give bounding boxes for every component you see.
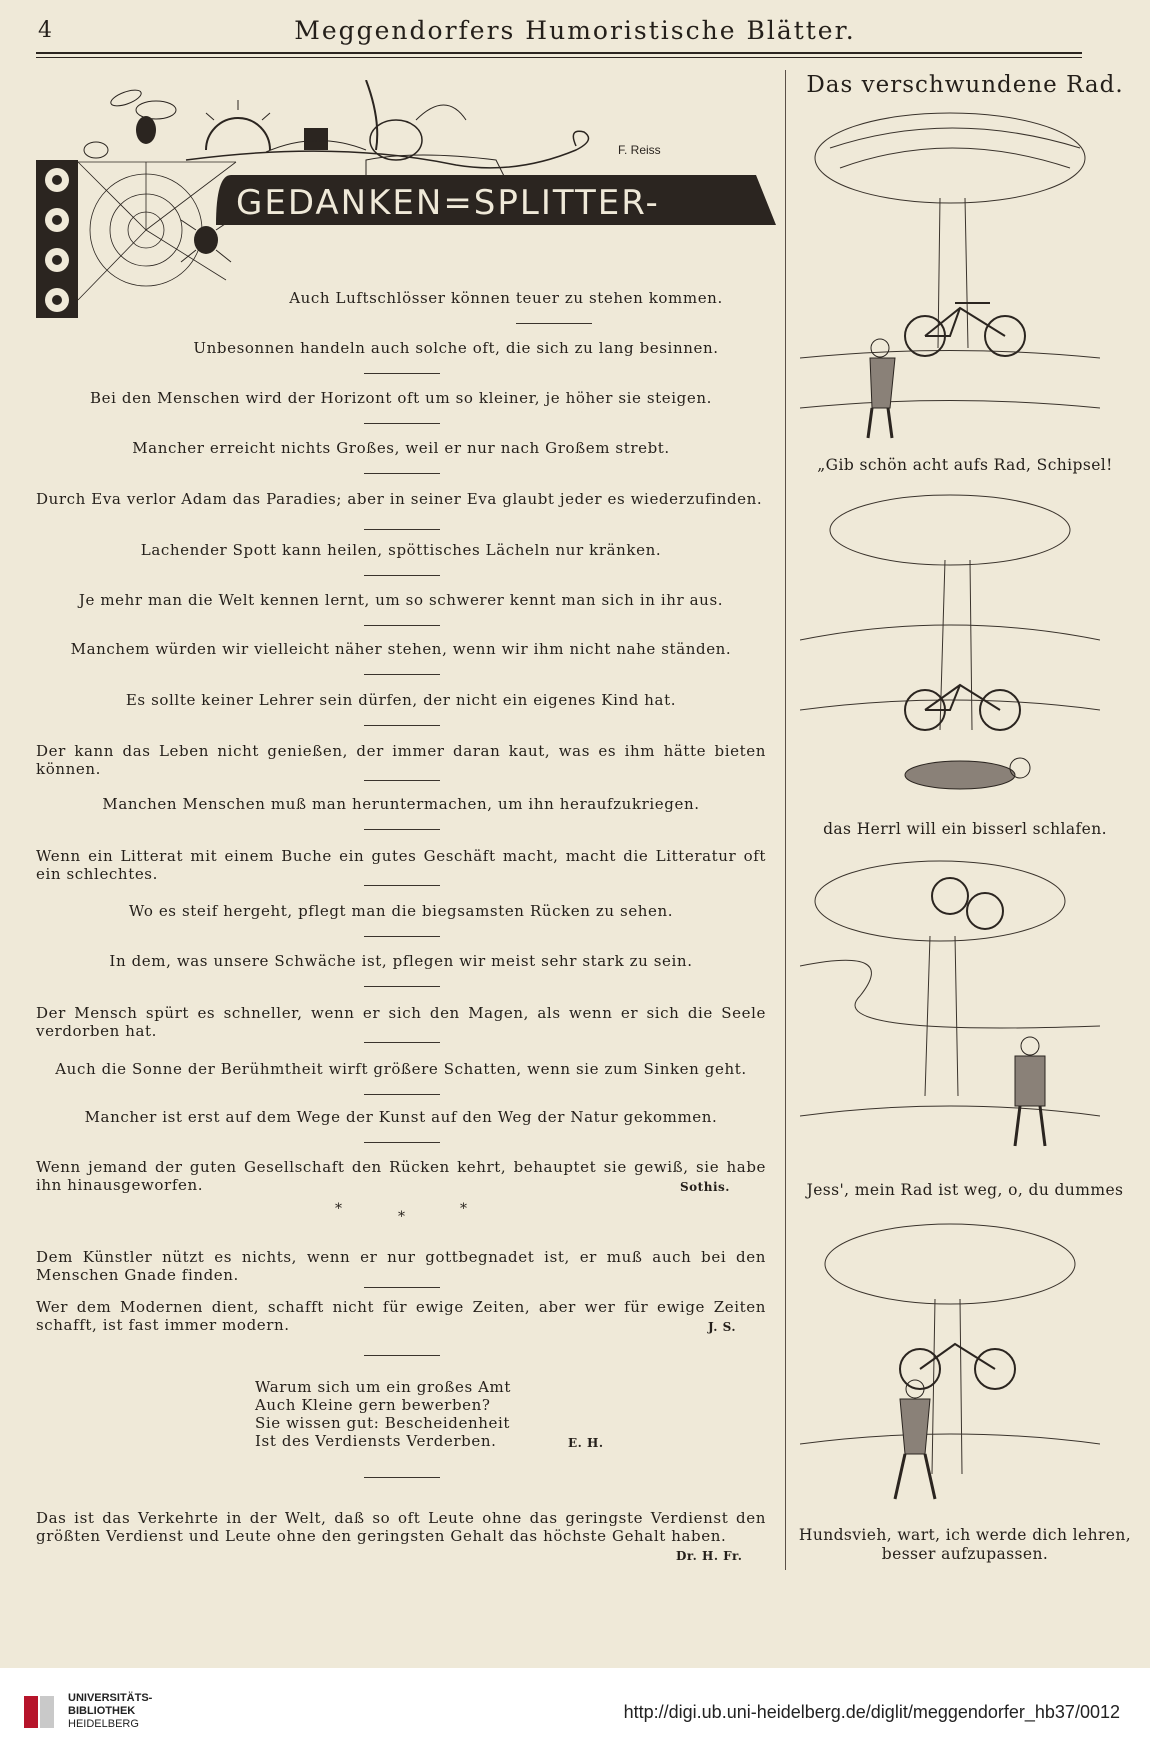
library-line-2: BIBLIOTHEK: [68, 1705, 136, 1717]
divider: [364, 780, 440, 781]
sleeping-man-icon: [905, 758, 1030, 789]
column-separator: [785, 70, 786, 1570]
star: *: [398, 1209, 405, 1225]
man-icon: [895, 1380, 935, 1499]
divider: [364, 1094, 440, 1095]
divider: [364, 829, 440, 830]
comic-panel-4: [800, 1214, 1100, 1514]
divider: [364, 1142, 440, 1143]
comic-panel-2: [800, 490, 1100, 810]
aphorism-15: Der Mensch spürt es schneller, wenn er sich den Magen, als wenn er sich die Seele verdorben hat.: [36, 1004, 766, 1040]
aphorism-4: Mancher erreicht nichts Großes, weil er nur nach Großem strebt.: [132, 439, 670, 457]
aphorism-13: Wo es steif hergeht, pflegt man die biegsamsten Rücken zu sehen.: [128, 902, 674, 920]
man-icon: [868, 339, 895, 438]
comic-caption-2: das Herrl will ein bisserl schlafen.: [823, 820, 1107, 838]
signature-sothis: Sothis.: [680, 1180, 730, 1194]
divider: [364, 1355, 440, 1356]
aphorism-8: Manchem würden wir vielleicht näher stehen, wenn wir ihm nicht nahe ständen.: [70, 640, 732, 658]
comic-caption-4: Hundsvieh, wart, ich werde dich lehren, besser aufzupassen.: [798, 1526, 1132, 1563]
header-rule: [36, 52, 1082, 54]
bicycle-icon: [905, 685, 1020, 730]
aphorism-6: Lachender Spott kann heilen, spöttisches Lächeln nur kränken.: [140, 541, 662, 559]
poem-line: Ist des Verdiensts Verderben.: [255, 1432, 497, 1450]
divider: [364, 625, 440, 626]
inkpot-icon: [266, 80, 377, 152]
aphorism-20: Wer dem Modernen dient, schafft nicht für ewige Zeiten, aber wer für ewige Zeiten schafft, ist fast immer modern.: [36, 1298, 766, 1334]
divider: [364, 423, 440, 424]
aphorism-11: Manchen Menschen muß man heruntermachen, um ihn heraufzukriegen.: [102, 795, 700, 813]
divider: [364, 674, 440, 675]
header-rule-thin: [36, 57, 1082, 58]
divider: [364, 725, 440, 726]
aphorism-3: Bei den Menschen wird der Horizont oft um so kleiner, je höher sie steigen.: [90, 389, 712, 407]
divider: [364, 936, 440, 937]
bicycle-icon: [932, 878, 1003, 929]
title-heading: GEDANKEN=SPLITTER-: [236, 183, 660, 223]
comic-panel-1: [800, 108, 1100, 453]
sun-icon: [206, 100, 270, 150]
star: *: [335, 1201, 342, 1217]
page-number: 4: [38, 18, 52, 43]
poem-line: Sie wissen gut: Bescheidenheit: [255, 1414, 511, 1432]
scroll-ornament: [186, 131, 589, 168]
artist-signature: F. Reiss: [618, 143, 661, 157]
library-name: [68, 1692, 152, 1731]
bicycle-icon: [905, 303, 1025, 356]
final-aphorism: Das ist das Verkehrte in der Welt, daß so oft Leute ohne das geringste Verdienst den größten Verdienst und Leute ohne den geringsten Gehalt das höchste Gehalt haben.: [36, 1509, 766, 1545]
comic-caption-3: Jess', mein Rad ist weg, o, du dummes: [806, 1181, 1124, 1199]
aphorism-2: Unbesonnen handeln auch solche oft, die sich zu lang besinnen.: [193, 339, 719, 357]
man-icon: [1015, 1037, 1045, 1146]
divider: [364, 373, 440, 374]
comic-title: Das verschwundene Rad.: [806, 72, 1124, 98]
divider: [364, 1477, 440, 1478]
divider: [364, 986, 440, 987]
divider: [364, 1042, 440, 1043]
comic-caption-1: „Gib schön acht aufs Rad, Schipsel!: [817, 456, 1113, 474]
star: *: [460, 1201, 467, 1217]
signature-dr: Dr. H. Fr.: [676, 1549, 743, 1563]
masthead: Meggendorfers Humoristische Blätter.: [294, 16, 856, 45]
aphorism-14: In dem, was unsere Schwäche ist, pflegen wir meist sehr stark zu sein.: [109, 952, 693, 970]
aphorism-7: Je mehr man die Welt kennen lernt, um so schwerer kennt man sich in ihr aus.: [78, 591, 724, 609]
divider: [364, 529, 440, 530]
bicycle-icon: [900, 1344, 1015, 1389]
aphorism-12: Wenn ein Litterat mit einem Buche ein gutes Geschäft macht, macht die Litteratur oft ein schlechtes.: [36, 847, 766, 883]
signature-js: J. S.: [708, 1320, 737, 1334]
aphorism-10: Der kann das Leben nicht genießen, der immer daran kaut, was es ihm hätte bieten können.: [36, 742, 766, 778]
divider: [364, 1287, 440, 1288]
divider: [364, 885, 440, 886]
aphorism-18: Wenn jemand der guten Gesellschaft den Rücken kehrt, behauptet sie gewiß, sie habe ihn hinausgeworfen.: [36, 1158, 766, 1194]
signature-eh: E. H.: [568, 1436, 604, 1450]
ornament-column: [36, 160, 78, 318]
gnome-icon: [366, 105, 506, 180]
aphorism-19: Dem Künstler nützt es nichts, wenn er nur gottbegnadet ist, er muß auch bei den Menschen Gnade finden.: [36, 1248, 766, 1284]
poem-line: Auch Kleine gern bewerben?: [255, 1396, 491, 1414]
library-line-3: HEIDELBERG: [68, 1718, 139, 1730]
poem: [255, 1378, 511, 1450]
poem-line: Warum sich um ein großes Amt: [255, 1378, 512, 1396]
footer: [0, 1668, 1150, 1753]
spider-icon: [181, 220, 231, 262]
comic-panel-3: [800, 856, 1100, 1176]
divider: [364, 473, 440, 474]
title-illustration: [36, 80, 776, 370]
divider: [516, 323, 592, 324]
aphorism-9: Es sollte keiner Lehrer sein dürfen, der nicht ein eigenes Kind hat.: [125, 691, 677, 709]
library-logo-icon: [20, 1690, 60, 1734]
divider: [364, 575, 440, 576]
library-line-1: UNIVERSITÄTS-: [68, 1692, 153, 1704]
aphorism-5: Durch Eva verlor Adam das Paradies; aber in seiner Eva glaubt jeder es wiederzufinden.: [36, 490, 763, 508]
source-url[interactable]: http://digi.ub.uni-heidelberg.de/diglit/meggendorfer_hb37/0012: [623, 1702, 1120, 1722]
aphorism-16: Auch die Sonne der Berühmtheit wirft größere Schatten, wenn sie zum Sinken geht.: [55, 1060, 747, 1078]
aphorism-17: Mancher ist erst auf dem Wege der Kunst auf den Weg der Natur gekommen.: [84, 1108, 718, 1126]
wasp-icon: [84, 87, 176, 158]
aphorism-1: Auch Luftschlösser können teuer zu stehen kommen.: [289, 289, 723, 307]
